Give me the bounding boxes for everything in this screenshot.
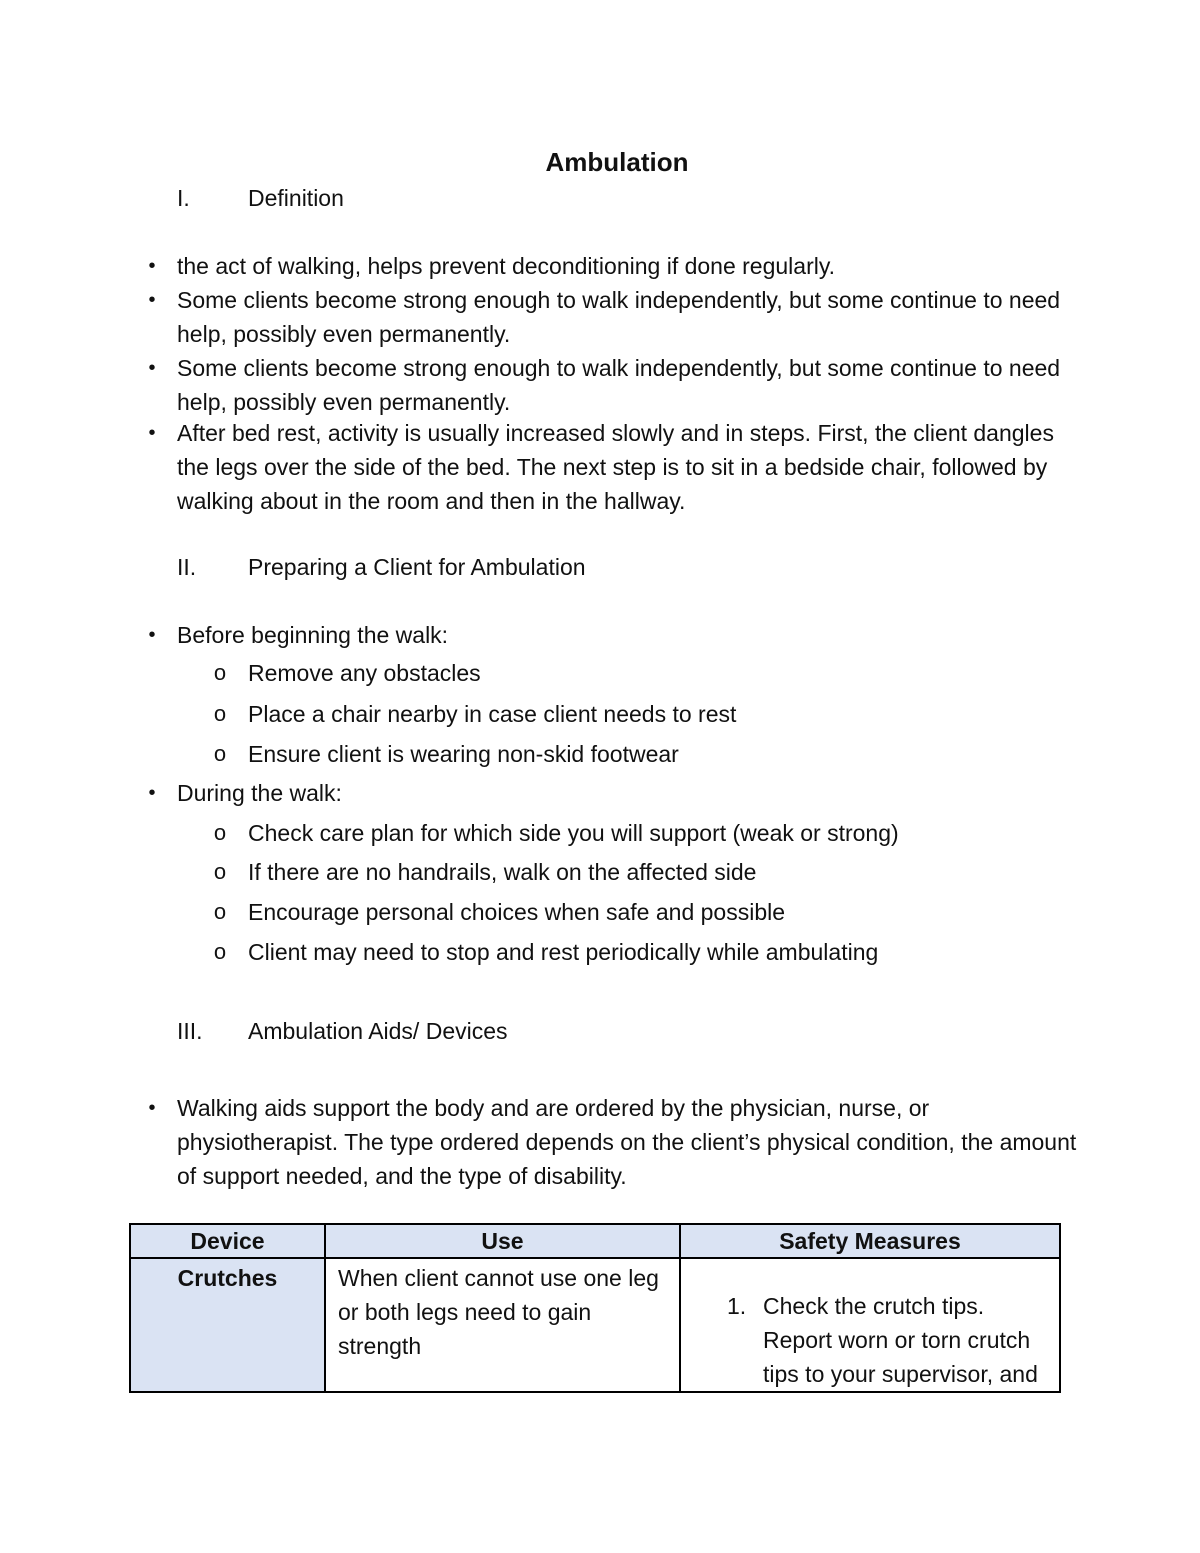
sub-bullet-text: Client may need to stop and rest periodically while ambulating (248, 939, 879, 965)
column-header-use: Use (325, 1224, 680, 1258)
section-title: Ambulation Aids/ Devices (248, 1018, 508, 1044)
sub-bullet-icon: o (213, 939, 227, 964)
bullet-icon: • (148, 782, 156, 804)
safety-item-text: Check the crutch tips. Report worn or torn crutch tips to your supervisor, and (763, 1293, 1038, 1387)
section-heading-preparing (177, 550, 586, 584)
bullet-text: During the walk: (177, 780, 342, 806)
table-row (130, 1258, 1060, 1392)
bullet-text: Some clients become strong enough to walk independently, but some continue to need help, possibly even permanently. (177, 287, 1061, 347)
bullet-icon: • (148, 289, 156, 311)
bullet-item (148, 416, 1077, 518)
bullet-text: the act of walking, helps prevent deconditioning if done regularly. (177, 253, 836, 279)
sub-bullet-item (213, 895, 1068, 929)
sub-bullet-text: Remove any obstacles (248, 660, 481, 686)
sub-bullet-text: Place a chair nearby in case client needs to rest (248, 701, 737, 727)
document-title: Ambulation (545, 147, 689, 177)
bullet-text: After bed rest, activity is usually increased slowly and in steps. First, the client dangles the legs over the side of the bed. The next step is to sit in a bedside chair, followed by walking about in the room and then in the hallway. (177, 420, 1054, 514)
section-number: II. (177, 554, 197, 580)
sub-bullet-icon: o (213, 660, 227, 685)
section-number: I. (177, 185, 190, 211)
section-number: III. (177, 1018, 203, 1044)
sub-bullet-icon: o (213, 741, 227, 766)
sub-bullet-item (213, 697, 1068, 731)
sub-bullet-icon: o (213, 820, 227, 845)
sub-bullet-item (213, 855, 1068, 889)
table-header-row (130, 1224, 1060, 1258)
bullet-icon: • (148, 255, 156, 277)
column-header-device: Device (130, 1224, 325, 1258)
sub-bullet-item (213, 656, 1068, 690)
device-cell: Crutches (130, 1258, 325, 1392)
sub-bullet-item (213, 935, 1068, 969)
sub-bullet-item (213, 737, 1068, 771)
bullet-text: Some clients become strong enough to walk independently, but some continue to need help, possibly even permanently. (177, 355, 1061, 415)
bullet-item (148, 776, 1077, 810)
section-title: Preparing a Client for Ambulation (248, 554, 586, 580)
section-heading-aids (177, 1014, 508, 1048)
bullet-icon: • (148, 1097, 156, 1119)
column-header-safety: Safety Measures (680, 1224, 1060, 1258)
sub-bullet-item (213, 816, 1068, 850)
safety-item-number: 1. (727, 1293, 747, 1319)
bullet-icon: • (148, 357, 156, 379)
bullet-text: Before beginning the walk: (177, 622, 449, 648)
bullet-item (148, 618, 1077, 652)
bullet-icon: • (148, 422, 156, 444)
bullet-text: Walking aids support the body and are ordered by the physician, nurse, or physiotherapist. The type ordered depends on the client’s physical condition, the amount of support needed, and the type of disability. (177, 1095, 1077, 1189)
safety-list-item (681, 1289, 1047, 1391)
bullet-item (148, 249, 1077, 283)
bullet-item (148, 1091, 1077, 1193)
bullet-icon: • (148, 624, 156, 646)
sub-bullet-text: Ensure client is wearing non-skid footwear (248, 741, 679, 767)
sub-bullet-icon: o (213, 701, 227, 726)
section-title: Definition (248, 185, 344, 211)
sub-bullet-icon: o (213, 899, 227, 924)
sub-bullet-text: If there are no handrails, walk on the affected side (248, 859, 757, 885)
section-heading-definition (177, 181, 344, 215)
sub-bullet-text: Check care plan for which side you will support (weak or strong) (248, 820, 899, 846)
sub-bullet-text: Encourage personal choices when safe and possible (248, 899, 786, 925)
sub-bullet-icon: o (213, 859, 227, 884)
bullet-item (148, 351, 1077, 419)
safety-cell (680, 1258, 1060, 1392)
ambulation-devices-table (129, 1223, 1061, 1393)
bullet-item (148, 283, 1077, 351)
use-cell: When client cannot use one leg or both legs need to gain strength (325, 1258, 680, 1392)
